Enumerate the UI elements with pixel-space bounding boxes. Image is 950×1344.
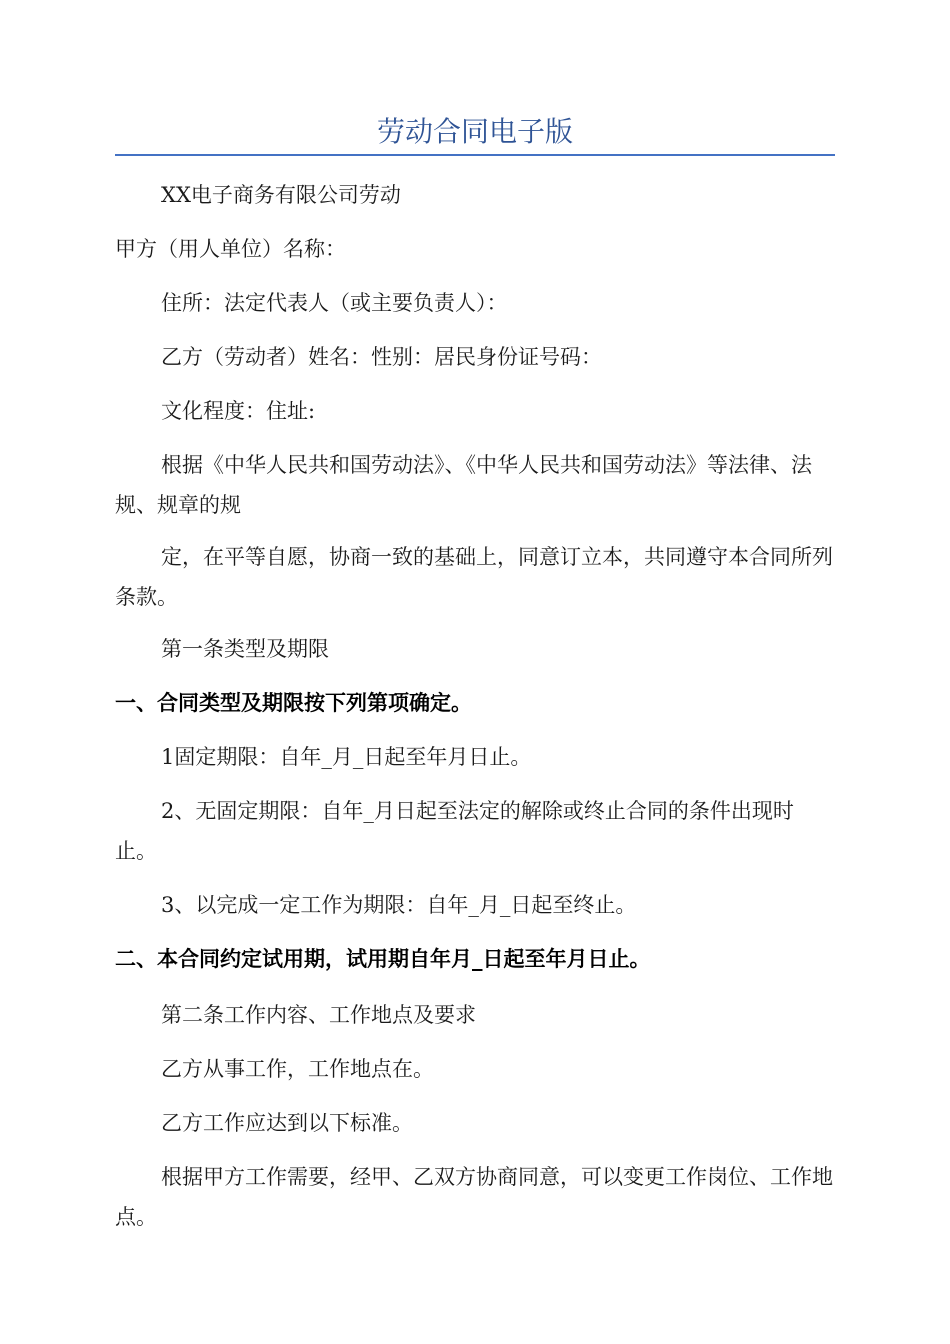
paragraph-company: XX电子商务有限公司劳动	[161, 183, 401, 207]
heading-probation: 二、本合同约定试用期，试用期自年月_日起至年月日止。	[115, 947, 651, 971]
paragraph-job-change: 根据甲方工作需要，经甲、乙双方协商同意，可以变更工作岗位、工作地点。	[115, 1165, 833, 1229]
paragraph-agreement: 定，在平等自愿，协商一致的基础上，同意订立本，共同遵守本合同所列条款。	[115, 545, 833, 609]
paragraph-work-standard: 乙方工作应达到以下标准。	[161, 1111, 413, 1135]
heading-article-1: 第一条类型及期限	[161, 637, 329, 661]
paragraph-address-representative: 住所：法定代表人（或主要负责人）：	[161, 291, 508, 315]
paragraph-legal-basis: 根据《中华人民共和国劳动法》、《中华人民共和国劳动法》等法律、法规、规章的规	[115, 453, 812, 517]
paragraph-party-a-name: 甲方（用人单位）名称：	[115, 237, 346, 261]
document-title: 劳动合同电子版	[376, 115, 573, 148]
paragraph-party-b-info: 乙方（劳动者）姓名：性别：居民身份证号码：	[161, 345, 602, 369]
list-item-task-term: 3、以完成一定工作为期限：自年_月_日起至终止。	[161, 893, 637, 917]
list-item-open-term: 2、无固定期限：自年_月日起至法定的解除或终止合同的条件出现时止。	[115, 799, 794, 863]
list-item-fixed-term: 1固定期限：自年_月_日起至年月日止。	[161, 745, 532, 769]
paragraph-education-address: 文化程度：住址:	[161, 399, 316, 423]
heading-contract-type: 一、合同类型及期限按下列第项确定。	[115, 691, 472, 715]
heading-article-2: 第二条工作内容、工作地点及要求	[161, 1003, 476, 1027]
title-underline	[115, 154, 835, 156]
paragraph-work-location: 乙方从事工作，工作地点在。	[161, 1057, 434, 1081]
